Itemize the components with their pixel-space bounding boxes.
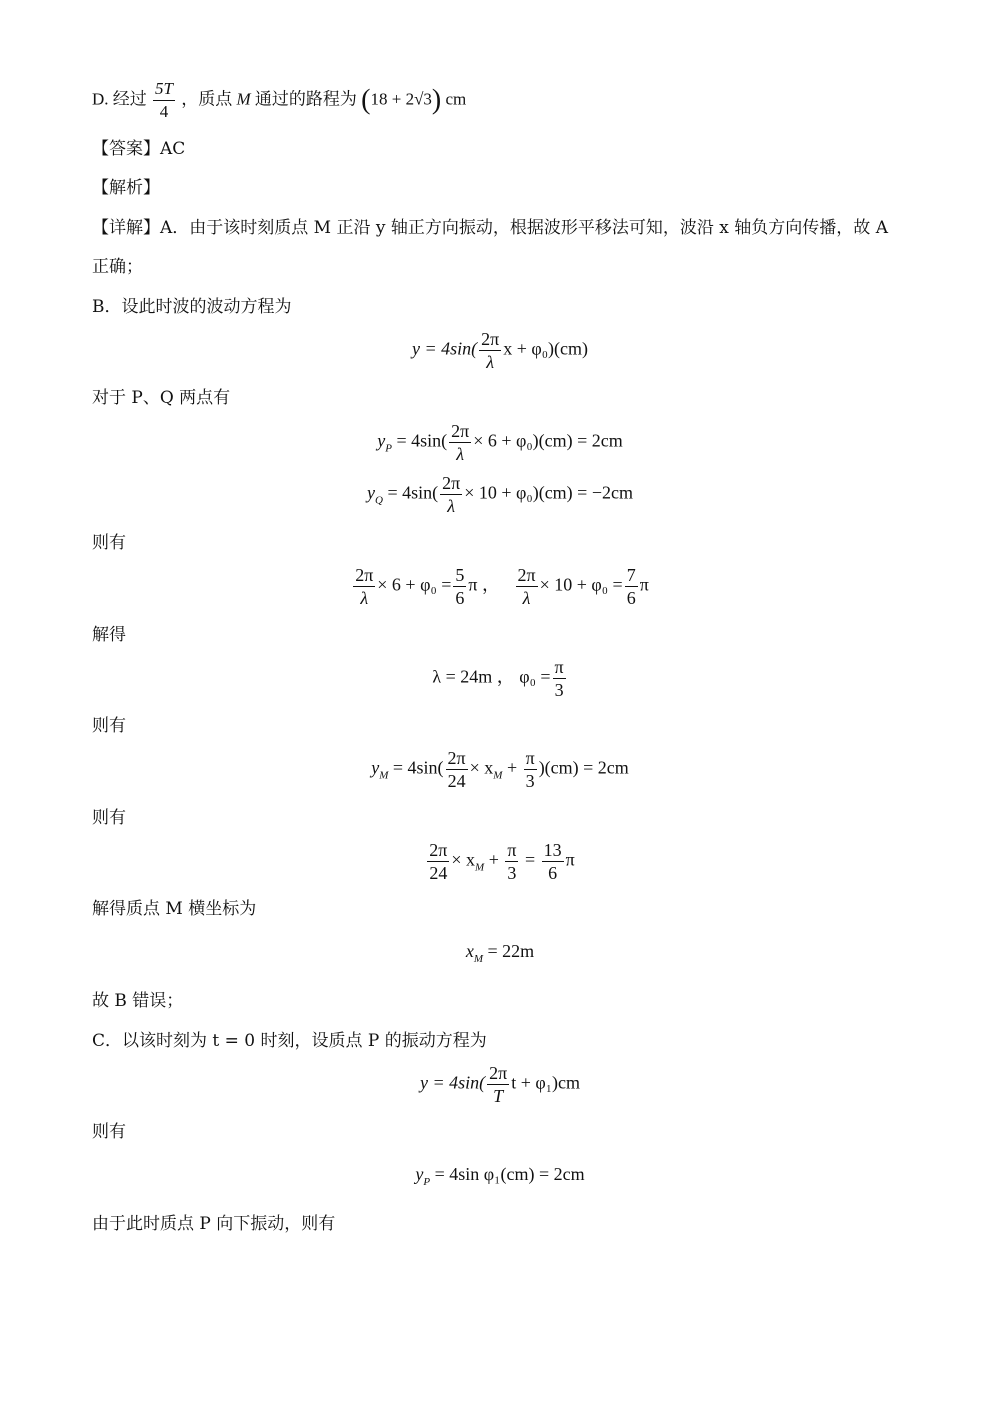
option-d-prefix: D. 经过 [92,89,147,109]
wave-equation: y = 4sin( $\frac{2\pi}{\lambda}$ x + φ₀)(cm) [411,329,589,372]
yp-equation: $y_P = 4\sin$( $\frac{2\pi}{\lambda}$ × 6 + φ₀)(cm) = 2cm [377,421,623,464]
p-down-line: 由于此时质点 P 向下振动，则有 [92,1214,336,1234]
xm-phase-equation: $\frac{2\pi}{24}$ × $x_M$ + $\frac{\pi}{3}$ = $\frac{13}{6}$ π [429,840,575,883]
option-d-line: D. 经过 $\frac{5T}{4}$ ，质点 M 通过的路程为 (18 + 2√3) cm [92,79,467,121]
phase-equations: $\frac{2\pi}{\lambda}$ × 6 + φ₀ = $\frac{5}{6}$ π ， $\frac{2\pi}{\lambda}$ × 10 + φ₀ = $\frac{7}{6}$ π [355,565,649,608]
detail-line-1: 【详解】A．由于该时刻质点 M 正沿 y 轴正方向振动，根据波形平移法可知，波沿 x 轴负方向传播，故 A [92,218,888,238]
option-c-intro: C．以该时刻为 t = 0 时刻，设质点 P 的振动方程为 [92,1031,487,1051]
then-line-3: 则有 [92,808,126,828]
answer-line: 【答案】AC [92,139,186,159]
solve-line-1: 解得 [92,625,126,645]
p-vibration-equation: y = 4sin( $\frac{2\pi}{T}$ t + φ₁)cm [419,1063,581,1106]
then-line-2: 则有 [92,716,126,736]
detail-line-2: 正确； [92,257,143,277]
analysis-heading: 【解析】 [92,178,160,198]
option-d-fraction: $\frac{5T}{4}$ [155,79,173,121]
solve-m-line: 解得质点 M 横坐标为 [92,899,257,919]
xm-result: $x_M = 22m$ [465,941,535,965]
ym-equation: $y_M = 4\sin$( $\frac{2\pi}{24}$ × $x_M$ + $\frac{\pi}{3}$ )(cm) = 2cm [371,748,629,791]
b-wrong-line: 故 B 错误； [92,991,184,1011]
yp-sin-equation: $y_P = 4\sin$ φ₁(cm) = 2cm [415,1164,585,1188]
then-line-1: 则有 [92,533,126,553]
option-b-intro: B．设此时波的波动方程为 [92,297,292,317]
lambda-result: λ = 24m ， φ₀ = $\frac{\pi}{3}$ [432,657,564,700]
then-line-4: 则有 [92,1122,126,1142]
option-d-value: 18 + 2√3 [370,89,432,109]
yq-equation: $y_Q = 4\sin$( $\frac{2\pi}{\lambda}$ × 10 + φ₀)(cm) = −2cm [367,473,633,516]
for-pq-line: 对于 P、Q 两点有 [92,388,231,408]
